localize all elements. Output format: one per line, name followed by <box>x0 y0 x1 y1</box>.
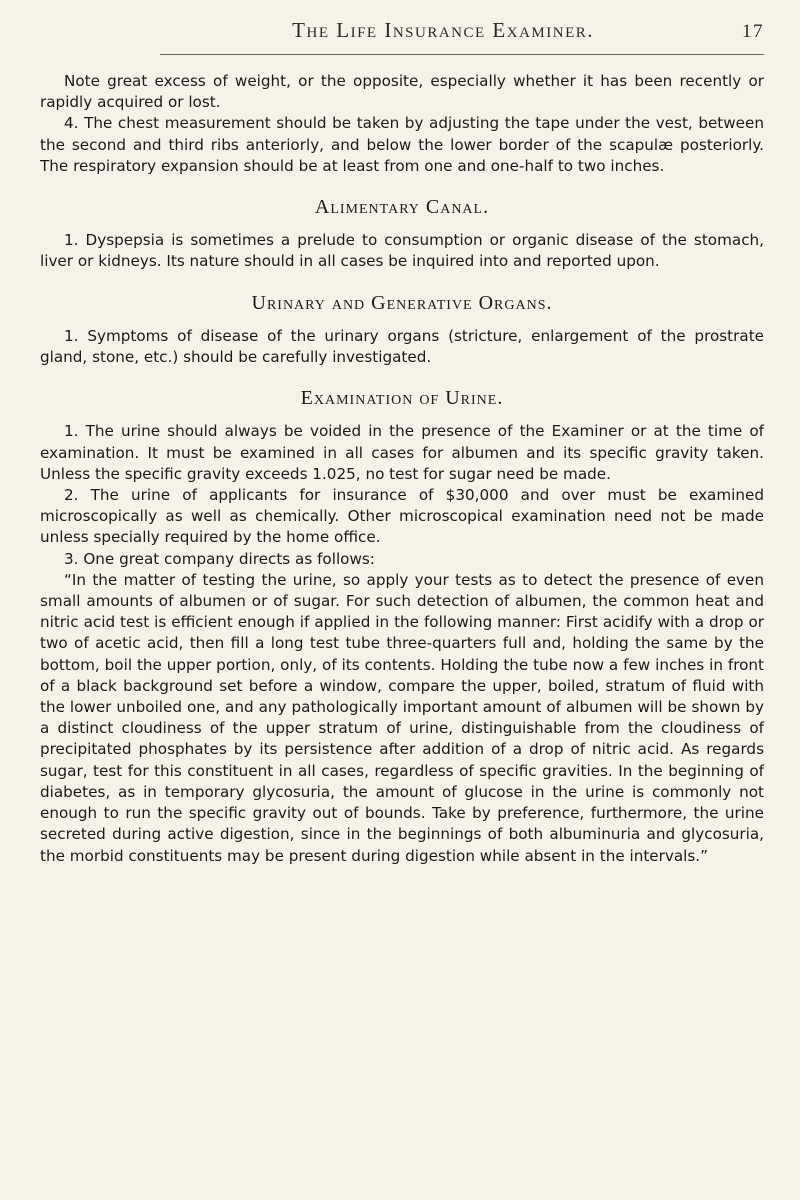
section-heading-alimentary-canal: Alimentary Canal. <box>314 196 490 219</box>
section-heading-urinary-organs: Urinary and Generative Organs. <box>251 291 553 314</box>
header-rule <box>160 54 764 55</box>
paragraph-microscopic-exam: 2. The urine of applicants for insurance of $30,000 and over must be examined microscopically as well as chemically. Other microscopical examination need not be made unless specially required by the home office. <box>40 486 764 547</box>
section-heading-examination-of-urine: Examination of Urine. <box>300 387 504 410</box>
paragraph-urinary-symptoms: 1. Symptoms of disease of the urinary organs (stricture, enlargement of the prostrate gland, stone, etc.) should be carefully investigated. <box>40 326 764 367</box>
running-head <box>40 18 764 46</box>
running-head-title: The Life Insurance Examiner. <box>292 18 594 42</box>
page-body <box>40 71 764 867</box>
page-number: 17 <box>742 21 764 42</box>
paragraph-urine-voided: 1. The urine should always be voided in the presence of the Examiner or at the time of examination. It must be examined in all cases for albumen and its specific gravity taken. Unless the specific gravity exceeds 1.025, no test for sugar need be made. <box>40 422 764 483</box>
paragraph-chest-measurement: 4. The chest measurement should be taken by adjusting the tape under the vest, between the second and third ribs anteriorly, and below the lower border of the scapulæ posteriorly. The respiratory expansion should be at least from one and one-half to two inches. <box>40 114 764 175</box>
paragraph-dyspepsia: 1. Dyspepsia is sometimes a prelude to consumption or organic disease of the stomach, liver or kidneys. Its nature should in all cases be inquired into and reported upon. <box>40 231 764 271</box>
paragraph-company-directs: 3. One great company directs as follows: <box>64 549 375 568</box>
paragraph-testing-quote: “In the matter of testing the urine, so apply your tests as to detect the presence of even small amounts of albumen or of sugar. For such detection of albumen, the common heat and nitric acid test is efficient enough if applied in the following manner: First acidify with a drop or two of acetic acid, then fill a long test tube three-quarters full and, holding the same by the bottom, boil the upper portion, only, of its contents. Holding the tube now a few inches in front of a black background set before a window, compare the upper, boiled, stratum of fluid with the lower unboiled one, and any pathologically important amount of albumen will be shown by a distinct cloudiness of the upper stratum of urine, distinguishable from the cloudiness of precipitated phosphates by its persistence after addition of a drop of nitric acid. As regards sugar, test for this constituent in all cases, regardless of specific gravities. In the beginning of diabetes, as in temporary glycosuria, the amount of glucose in the urine is commonly not enough to run the specific gravity out of bounds. Take by preference, furthermore, the urine secreted during active digestion, since in the beginnings of both albuminuria and glycosuria, the morbid constituents may be present during digestion while absent in the intervals.” <box>40 570 764 865</box>
paragraph-weight-note: Note great excess of weight, or the opposite, especially whether it has been recently or rapidly acquired or lost. <box>40 72 764 112</box>
book-page <box>40 18 764 867</box>
